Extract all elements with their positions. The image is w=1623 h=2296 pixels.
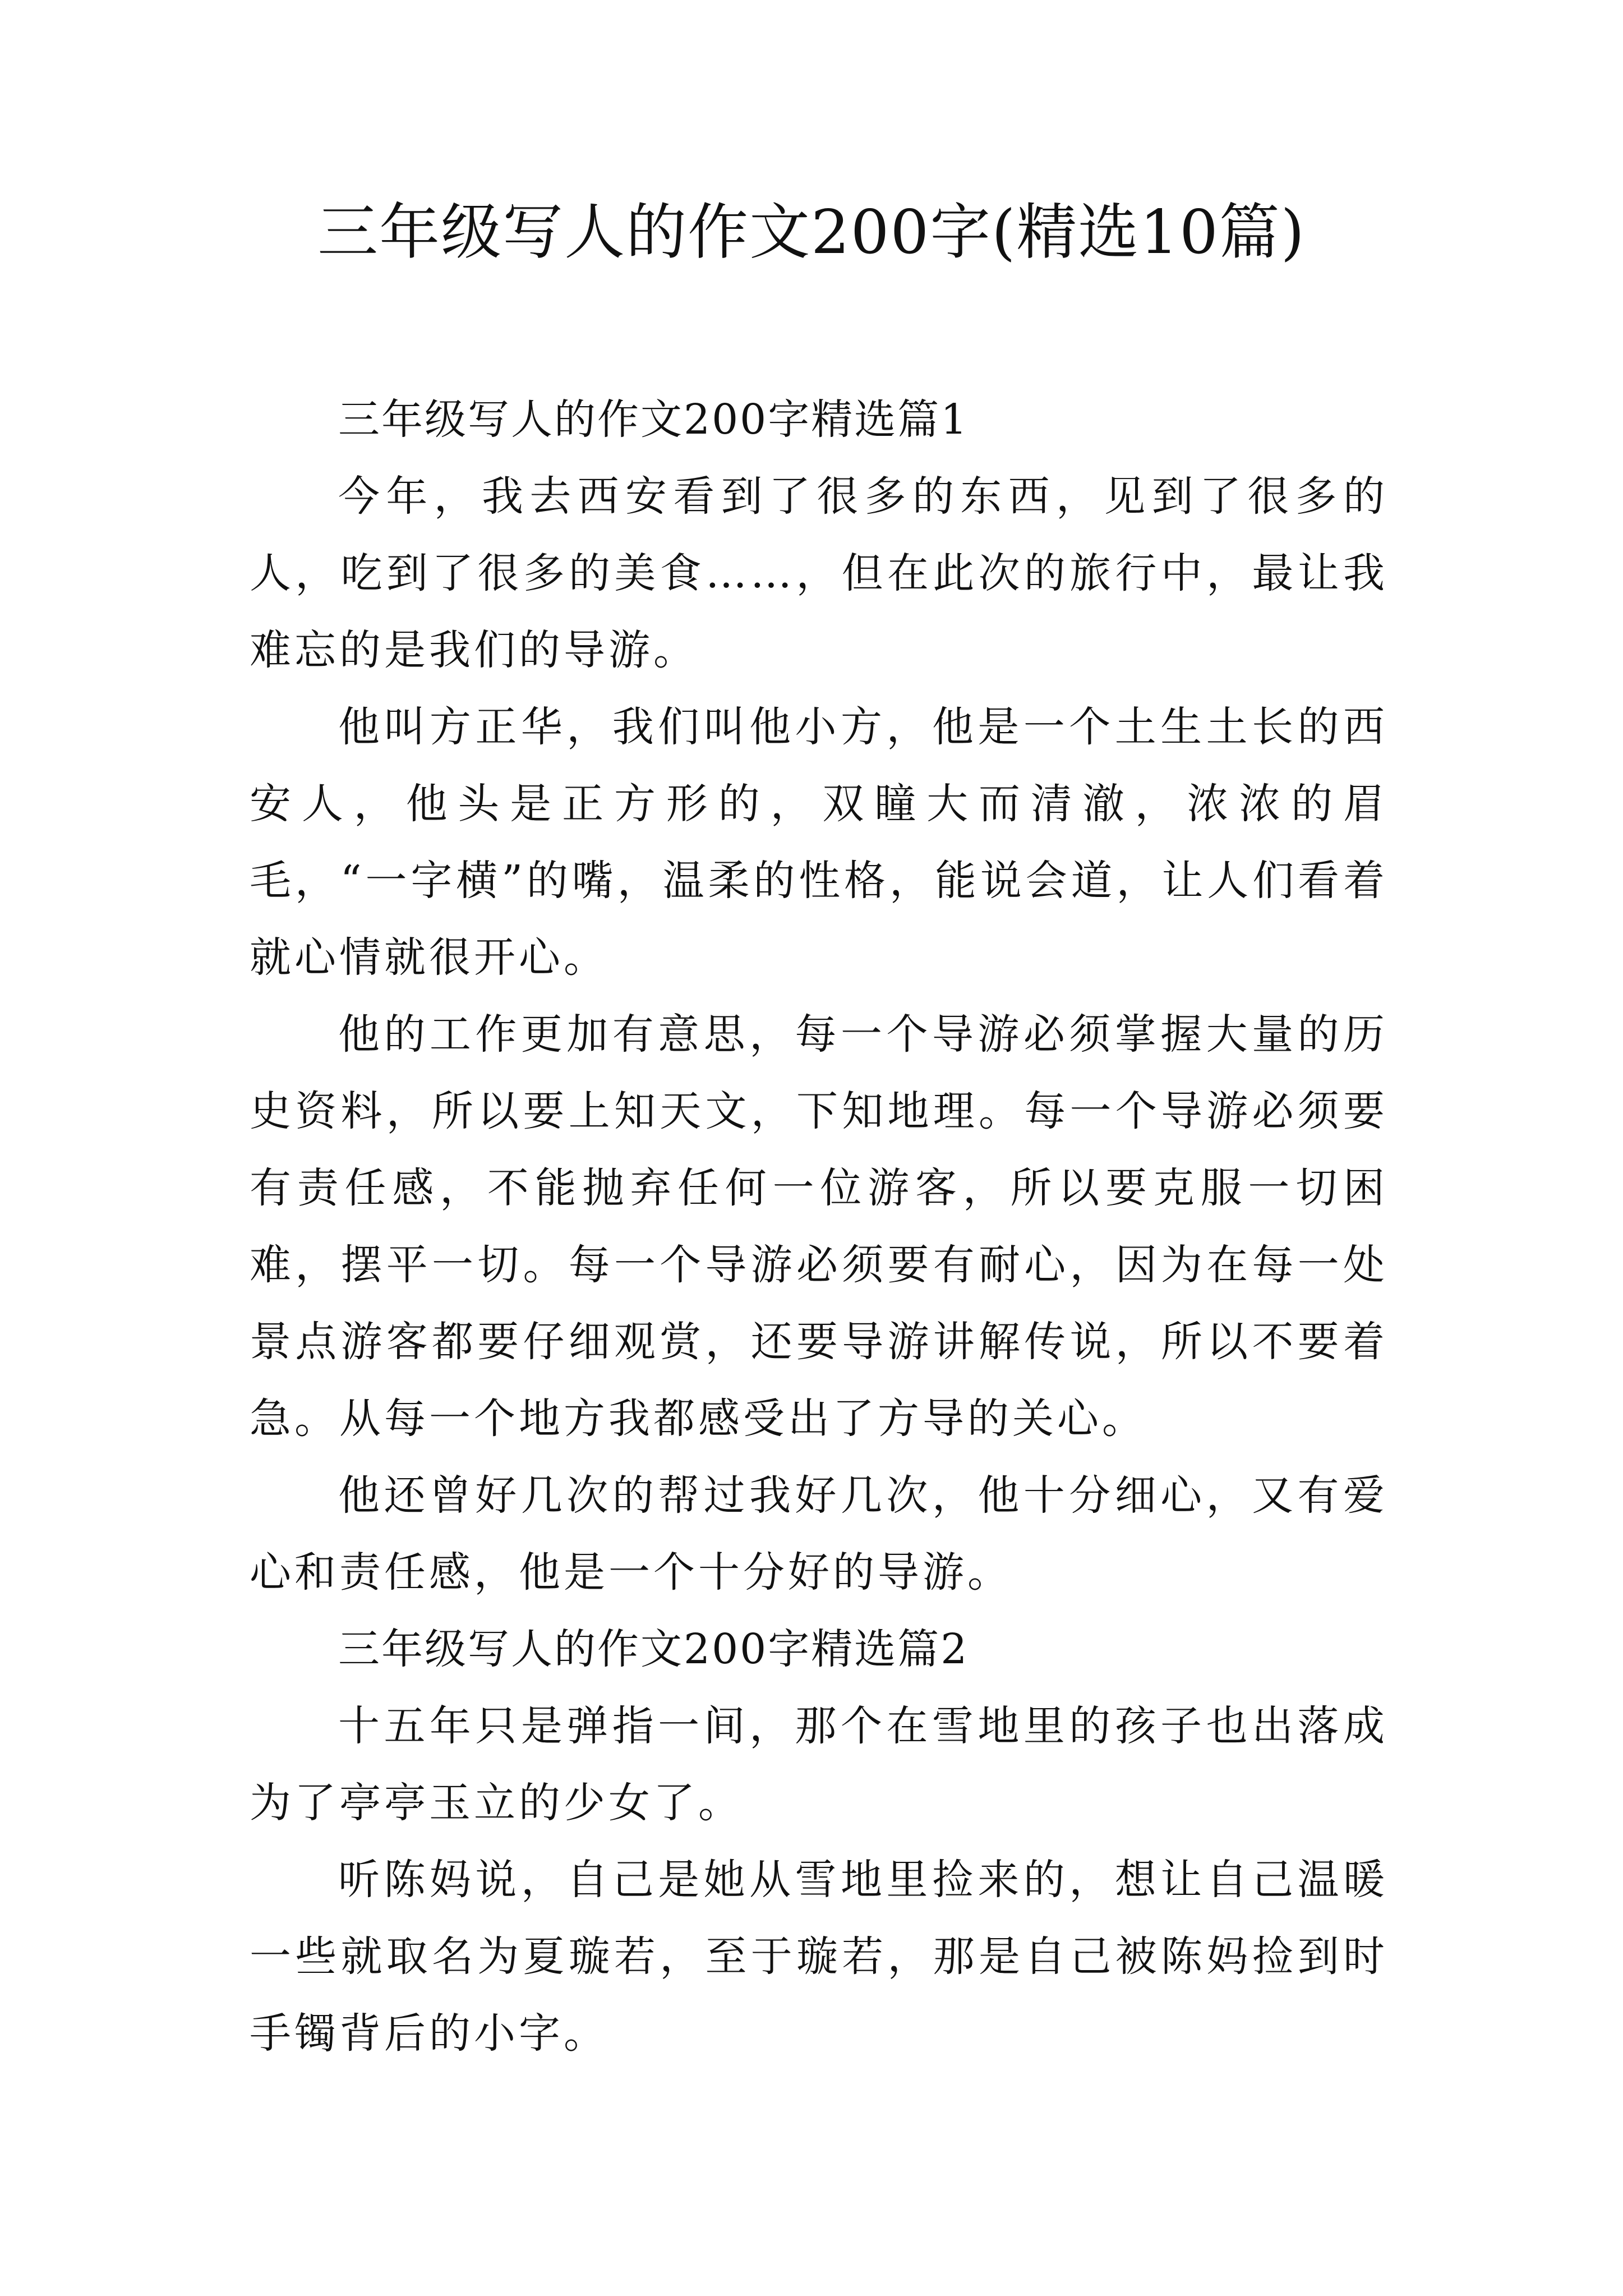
- paragraph: 十五年只是弹指一间，那个在雪地里的孩子也出落成为了亭亭玉立的少女了。: [250, 1702, 1388, 1827]
- document-body: [250, 381, 1388, 2072]
- paragraph: 他叫方正华，我们叫他小方，他是一个土生土长的西安人，他头是正方形的，双瞳大而清澈，浓浓的眉毛，“一字横”的嘴，温柔的性格，能说会道，让人们看着就心情就很开心。: [250, 703, 1388, 982]
- paragraph: 听陈妈说，自己是她从雪地里捡来的，想让自己温暖一些就取名为夏璇若，至于璇若，那是自己被陈妈捡到时手镯背后的小字。: [250, 1856, 1388, 2058]
- section-heading-2: 三年级写人的作文200字精选篇2: [338, 1625, 969, 1673]
- section-heading-1: 三年级写人的作文200字精选篇1: [338, 395, 969, 444]
- paragraph: 今年，我去西安看到了很多的东西，见到了很多的人，吃到了很多的美食……，但在此次的旅行中，最让我难忘的是我们的导游。: [250, 472, 1388, 674]
- paragraph: 他还曾好几次的帮过我好几次，他十分细心，又有爱心和责任感，他是一个十分好的导游。: [250, 1471, 1388, 1596]
- paragraph: 他的工作更加有意思，每一个导游必须掌握大量的历史资料，所以要上知天文，下知地理。每一个导游必须要有责任感，不能抛弃任何一位游客，所以要克服一切困难，摆平一切。每一个导游必须要有耐心，因为在每一处景点游客都要仔细观赏，还要导游讲解传说，所以不要着急。从每一个地方我都感受出了方导的关心。: [250, 1010, 1388, 1443]
- document-title: 三年级写人的作文200字(精选10篇): [317, 197, 1306, 268]
